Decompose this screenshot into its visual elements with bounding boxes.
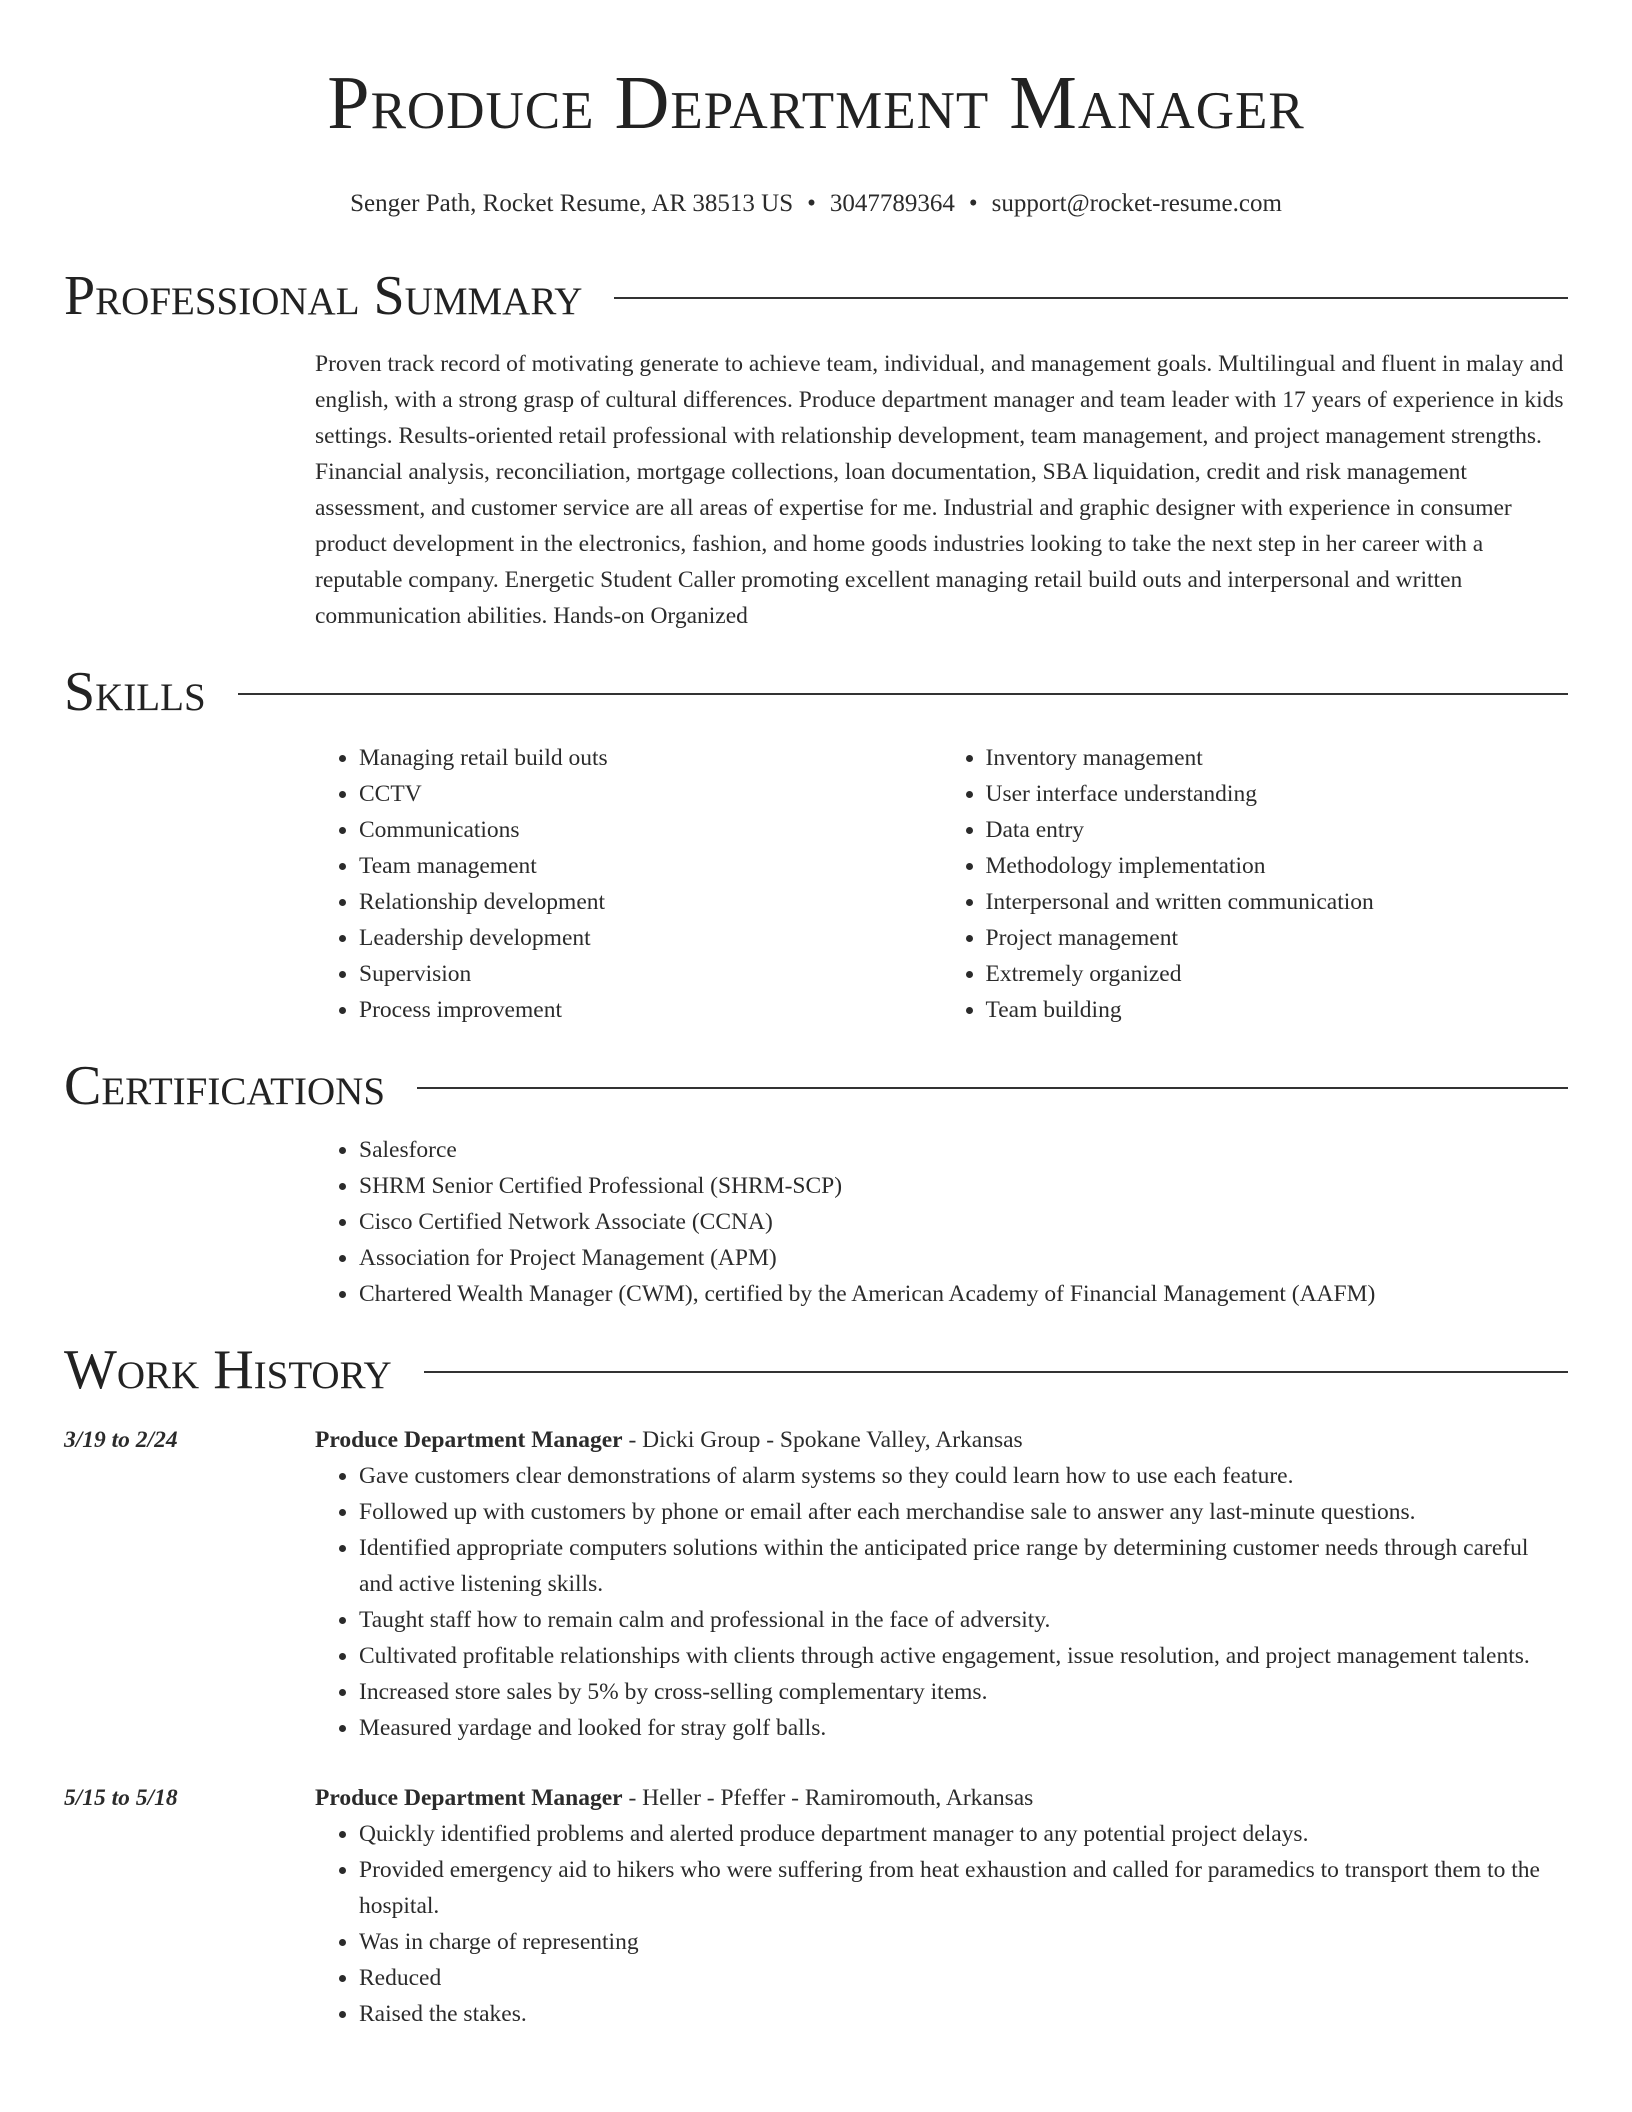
skill-item: • Process improvement	[359, 992, 942, 1028]
contact-line	[64, 188, 1568, 220]
job-content	[315, 1780, 1568, 2032]
job-duty-item: • Cultivated profitable relationships with clients through active engagement, issue resolution, and project management talents.	[359, 1638, 1568, 1674]
certifications-body	[315, 1132, 1568, 1312]
skill-item: • Relationship development	[359, 884, 942, 920]
job-duty-item: • Quickly identified problems and alerted produce department manager to any potential project delays.	[359, 1816, 1568, 1852]
job-content	[315, 1422, 1568, 1746]
summary-section	[64, 264, 1568, 634]
job-duties-list	[315, 1816, 1568, 2032]
certifications-list	[315, 1132, 1568, 1312]
summary-heading-row	[64, 264, 1568, 328]
job-duty-item: • Measured yardage and looked for stray golf balls.	[359, 1710, 1568, 1746]
section-divider	[417, 1087, 1568, 1089]
skill-item: • Extremely organized	[986, 956, 1569, 992]
work-history-heading-row	[64, 1338, 1568, 1402]
skill-item: • Methodology implementation	[986, 848, 1569, 884]
contact-email[interactable]: support@rocket-resume.com	[991, 190, 1282, 217]
skill-item: • Team building	[986, 992, 1569, 1028]
contact-address: Senger Path, Rocket Resume, AR 38513 US	[350, 190, 794, 217]
job-entry	[64, 1780, 1568, 2032]
job-duty-item: • Identified appropriate computers solutions within the anticipated price range by determining customer needs through careful and active listening skills.	[359, 1530, 1568, 1602]
job-duty-item: • Increased store sales by 5% by cross-selling complementary items.	[359, 1674, 1568, 1710]
work-history-section	[64, 1338, 1568, 2032]
candidate-name: Produce Department Manager	[327, 61, 1305, 145]
certifications-section	[64, 1054, 1568, 1312]
skill-item: • Communications	[359, 812, 942, 848]
section-divider	[424, 1371, 1568, 1373]
job-header	[315, 1780, 1568, 1816]
skill-item: • Managing retail build outs	[359, 740, 942, 776]
job-header	[315, 1422, 1568, 1458]
summary-heading: Professional Summary	[64, 265, 583, 327]
contact-phone: 3047789364	[829, 190, 955, 217]
job-duty-item: • Taught staff how to remain calm and professional in the face of adversity.	[359, 1602, 1568, 1638]
job-duty-item: • Gave customers clear demonstrations of alarm systems so they could learn how to use each feature.	[359, 1458, 1568, 1494]
summary-text: Proven track record of motivating generate to achieve team, individual, and management goals. Multilingual and fluent in malay and english, with a strong grasp of cultural differences. Produce department manager and team leader with 17 years of experience in kids settings. Results-oriented retail professional with relationship development, team management, and project management strengths. Financial analysis, reconciliation, mortgage collections, loan documentation, SBA liquidation, credit and risk management assessment, and customer service are all areas of expertise for me. Industrial and graphic designer with experience in consumer product development in the electronics, fashion, and home goods industries looking to take the next step in her career with a reputable company. Energetic Student Caller promoting excellent managing retail build outs and interpersonal and written communication abilities. Hands-on Organized	[315, 351, 1564, 629]
certification-item: • SHRM Senior Certified Professional (SHRM-SCP)	[359, 1168, 1568, 1204]
skill-item: • CCTV	[359, 776, 942, 812]
contact-separator: •	[968, 190, 978, 217]
skills-list-left	[315, 740, 942, 1028]
job-duty-item: • Reduced	[359, 1960, 1568, 1996]
skill-item: • Project management	[986, 920, 1569, 956]
certification-item: • Association for Project Management (APM)	[359, 1240, 1568, 1276]
certification-item: • Chartered Wealth Manager (CWM), certified by the American Academy of Financial Management (AAFM)	[359, 1276, 1568, 1312]
skill-item: • Leadership development	[359, 920, 942, 956]
certification-item: • Cisco Certified Network Associate (CCNA)	[359, 1204, 1568, 1240]
skill-item: • Interpersonal and written communication	[986, 884, 1569, 920]
skill-item: • Supervision	[359, 956, 942, 992]
job-duty-item: • Was in charge of representing	[359, 1924, 1568, 1960]
section-divider	[238, 693, 1568, 695]
job-dates: 5/15 to 5/18	[64, 1785, 178, 1811]
skills-list-right	[942, 740, 1569, 1028]
certification-item: • Salesforce	[359, 1132, 1568, 1168]
certifications-heading-row	[64, 1054, 1568, 1118]
section-divider	[614, 297, 1568, 299]
skills-heading-row	[64, 660, 1568, 724]
skills-section	[64, 660, 1568, 1028]
job-dates: 3/19 to 2/24	[64, 1427, 178, 1453]
job-duty-item: • Followed up with customers by phone or email after each merchandise sale to answer any last-minute questions.	[359, 1494, 1568, 1530]
skill-item: • Team management	[359, 848, 942, 884]
skill-item: • Data entry	[986, 812, 1569, 848]
skill-item: • Inventory management	[986, 740, 1569, 776]
job-employer-location: - Heller - Pfeffer - Ramiromouth, Arkansas	[622, 1785, 1034, 1811]
skills-columns	[315, 740, 1568, 1028]
job-entry	[64, 1422, 1568, 1746]
job-duty-item: • Provided emergency aid to hikers who were suffering from heat exhaustion and called for paramedics to transport them to the hospital.	[359, 1852, 1568, 1924]
work-history-heading: Work History	[64, 1339, 392, 1401]
job-duties-list	[315, 1458, 1568, 1746]
job-title: Produce Department Manager	[315, 1785, 623, 1811]
skill-item: • User interface understanding	[986, 776, 1569, 812]
skills-heading: Skills	[64, 661, 206, 723]
job-title: Produce Department Manager	[315, 1427, 623, 1453]
job-employer-location: - Dicki Group - Spokane Valley, Arkansas	[622, 1427, 1023, 1453]
certifications-heading: Certifications	[64, 1055, 386, 1117]
contact-separator: •	[807, 190, 816, 217]
job-duty-item: • Raised the stakes.	[359, 1996, 1568, 2032]
